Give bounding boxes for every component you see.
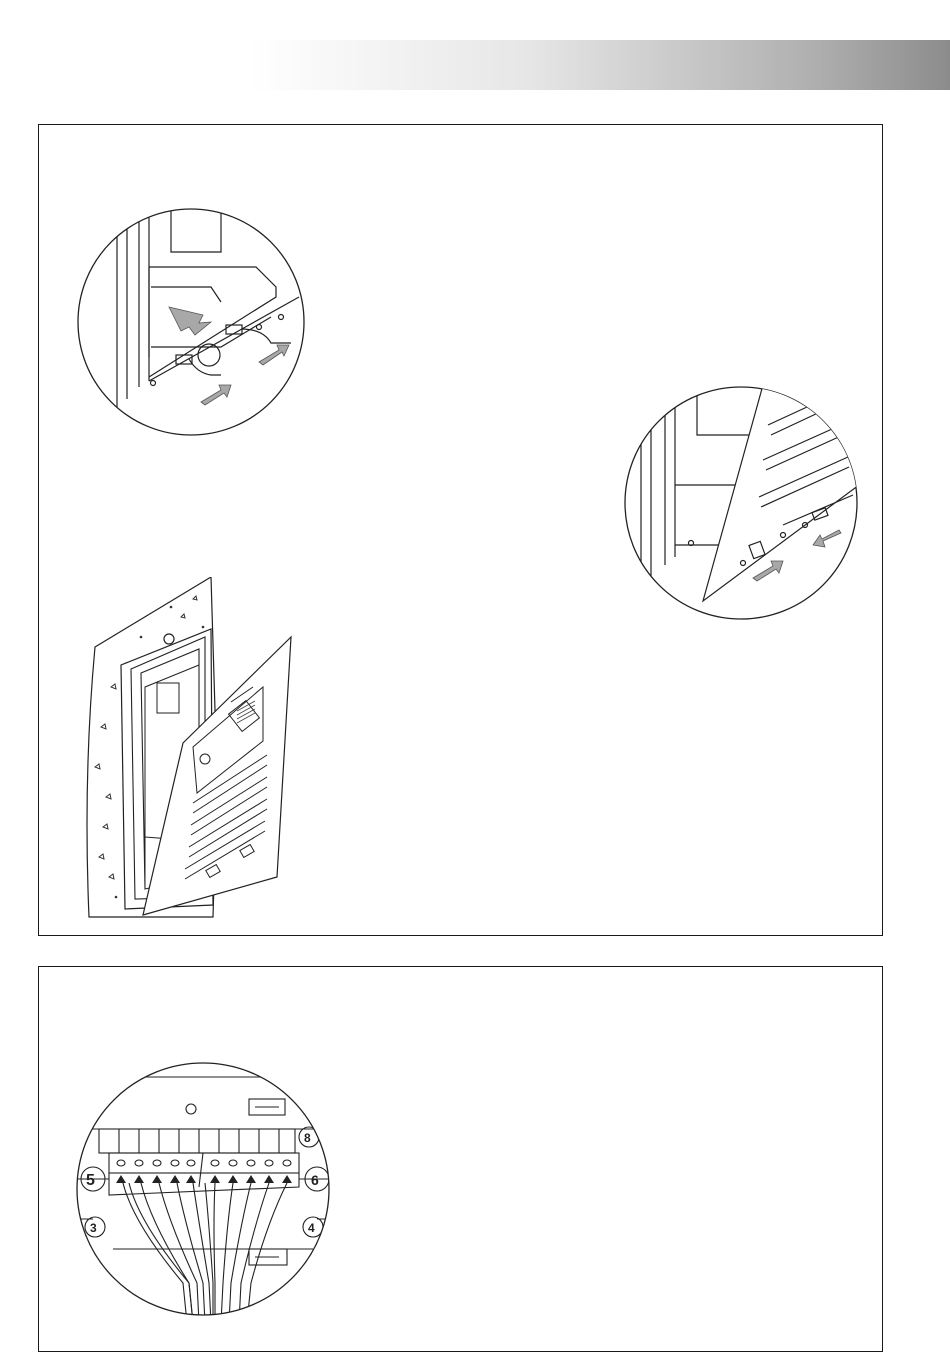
terminal-number-right: 6 [311,1172,319,1188]
plate-hook-detail-circle [623,385,859,621]
wall-box-illustration [81,577,301,927]
installation-panel [38,124,883,936]
terminal-wiring-detail-circle [73,1059,333,1319]
terminal-number-bottom-left: 3 [90,1221,97,1235]
terminal-number-bottom-right: 4 [308,1221,315,1235]
wiring-panel [38,966,883,1352]
terminal-number-left: 5 [86,1172,95,1189]
hook-detail-circle [71,207,311,437]
terminal-number-top-right: 8 [304,1131,311,1145]
header-gradient-bar [250,40,950,90]
